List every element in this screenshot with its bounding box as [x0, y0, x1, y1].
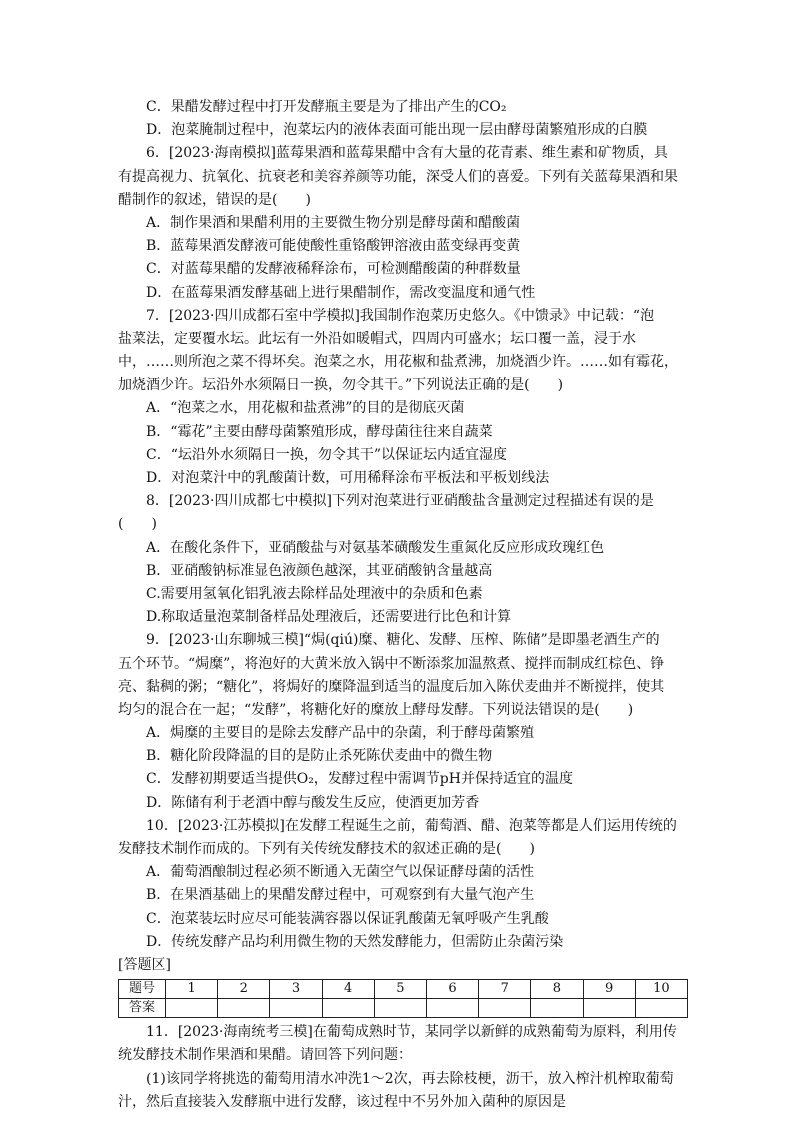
text-line-q10a: 10．[2023·江苏模拟]在发酵工程诞生之前，葡萄酒、醋、泡菜等都是人们运用传统的: [146, 817, 677, 834]
question-number-cell: 3: [270, 980, 322, 999]
text-line-q9d: 均匀的混合在一起；“发酵”，将糖化好的糜放上酵母发酵。下列说法错误的是( ): [118, 701, 634, 718]
text-line-q9b: 五个环节。“焗糜”，将泡好的大黄米放入锅中不断添浆加温熬煮、搅拌而制成红棕色、铮: [118, 655, 665, 672]
answer-table-number-label: 题号: [119, 980, 166, 999]
answer-cell[interactable]: [270, 999, 322, 1018]
document-content: [118, 96, 688, 1114]
text-line-q7B: B．“霉花”主要由酵母菌繁殖形成，酵母菌往往来自蔬菜: [146, 423, 493, 440]
question-number-cell: 10: [635, 980, 687, 999]
question-number-cell: 6: [426, 980, 478, 999]
text-line-q8b: ( ): [118, 516, 157, 533]
text-line-q8A: A．在酸化条件下，亚硝酸盐与对氨基苯磺酸发生重氮化反应形成玫瑰红色: [146, 539, 605, 556]
text-line-q9C: C．发酵初期要适当提供O₂，发酵过程中需调节pH并保持适宜的温度: [146, 771, 573, 788]
text-line-q6C: C．对蓝莓果醋的发酵液稀释涂布，可检测醋酸菌的种群数量: [146, 261, 521, 278]
text-line-q7C: C．“坛沿外水须隔日一换，勿令其干”以保证坛内适宜湿度: [146, 446, 508, 463]
answer-cell[interactable]: [218, 999, 270, 1018]
text-line-q8a: 8．[2023·四川成都七中模拟]下列对泡菜进行亚硝酸盐含量测定过程描述有误的是: [146, 493, 654, 510]
text-line-q10A: A．葡萄酒酿制过程必须不断通入无菌空气以保证酵母菌的活性: [146, 864, 535, 881]
text-line-q6D: D．在蓝莓果酒发酵基础上进行果醋制作，需改变温度和通气性: [146, 284, 536, 301]
answer-table-number-row: [119, 980, 688, 999]
text-line-q6B: B．蓝莓果酒发酵液可能使酸性重铬酸钾溶液由蓝变绿再变黄: [146, 238, 521, 255]
answer-cell[interactable]: [322, 999, 374, 1018]
text-line-q10D: D．传统发酵产品均利用微生物的天然发酵能力，但需防止杂菌污染: [146, 933, 564, 950]
text-line-q8B: B．亚硝酸钠标准显色液颜色越深，其亚硝酸钠含量越高: [146, 562, 493, 579]
answer-cell[interactable]: [479, 999, 531, 1018]
text-line-q9B: B．糖化阶段降温的目的是防止杀死陈伏麦曲中的微生物: [146, 748, 493, 765]
text-line-q11a: 11．[2023·海南统考三模]在葡萄成熟时节，某同学以新鲜的成熟葡萄为原料，利用传: [146, 1024, 677, 1041]
text-line-q7A: A．“泡菜之水，用花椒和盐煮沸”的目的是彻底灭菌: [146, 400, 465, 417]
text-line-q7d: 加烧酒少许。坛沿外水须隔日一换，勿令其干。”下列说法正确的是( ): [118, 377, 564, 394]
question-number-cell: 7: [479, 980, 531, 999]
answer-table: [118, 979, 688, 1018]
answer-cell[interactable]: [531, 999, 583, 1018]
text-line-q9A: A．焗糜的主要目的是除去发酵产品中的杂菌，利于酵母菌繁殖: [146, 725, 535, 742]
text-line-q11b: 统发酵技术制作果酒和果醋。请回答下列问题：: [118, 1047, 412, 1064]
text-line-q8D: D.称取适量泡菜制备样品处理液后，还需要进行比色和计算: [146, 609, 512, 626]
text-line-q7D: D．对泡菜汁中的乳酸菌计数，可用稀释涂布平板法和平板划线法: [146, 470, 550, 486]
question-number-cell: 5: [374, 980, 426, 999]
answer-cell[interactable]: [374, 999, 426, 1018]
answer-cell[interactable]: [583, 999, 635, 1018]
text-line-q10C: C．泡菜装坛时应尽可能装满容器以保证乳酸菌无氧呼吸产生乳酸: [146, 910, 549, 927]
question-number-cell: 9: [583, 980, 635, 999]
answer-table-answer-row: [119, 999, 688, 1018]
text-line-q6b: 有提高视力、抗氧化、抗衰老和美容养颜等功能，深受人们的喜爱。下列有关蓝莓果酒和果: [118, 168, 678, 185]
question-number-cell: 2: [218, 980, 270, 999]
answer-cell[interactable]: [635, 999, 687, 1018]
text-line-q6a: 6．[2023·海南模拟]蓝莓果酒和蓝莓果醋中含有大量的花青素、维生素和矿物质，具: [146, 145, 668, 162]
answer-table-answer-label: 答案: [119, 999, 166, 1018]
answer-cell[interactable]: [166, 999, 218, 1018]
text-line-q7c: 中，……则所泡之菜不得坏矣。泡菜之水，用花椒和盐煮沸，加烧酒少许。……如有霉花，: [118, 354, 678, 371]
answer-cell[interactable]: [426, 999, 478, 1018]
text-line-q7a: 7．[2023·四川成都石室中学模拟]我国制作泡菜历史悠久。《中馈录》中记载：“泡: [146, 307, 655, 324]
text-line-ansarea: [答题区]: [118, 956, 171, 973]
text-line-q9c: 亮、黏稠的粥；“糖化”，将焗好的糜降温到适当的温度后加入陈伏麦曲并不断搅拌，使其: [118, 678, 665, 695]
text-line-q5d: D．泡菜腌制过程中，泡菜坛内的液体表面可能出现一层由酵母菌繁殖形成的白膜: [146, 122, 648, 139]
question-block-before-table: [118, 96, 688, 977]
question-number-cell: 1: [166, 980, 218, 999]
text-line-q6c: 醋制作的叙述，错误的是( ): [118, 191, 311, 208]
text-line-q8C: C.需要用氢氧化铝乳液去除样品处理液中的杂质和色素: [146, 585, 483, 602]
text-line-q5c: C．果醋发酵过程中打开发酵瓶主要是为了排出产生的CO₂: [146, 99, 507, 115]
question-number-cell: 8: [531, 980, 583, 999]
question-block-after-table: [118, 1021, 688, 1114]
text-line-q9a: 9．[2023·山东聊城三模]“焗(qiú)糜、糖化、发酵、压榨、陈储”是即墨老酒生产的: [146, 632, 660, 649]
question-number-cell: 4: [322, 980, 374, 999]
text-line-q10B: B．在果酒基础上的果醋发酵过程中，可观察到有大量气泡产生: [146, 887, 535, 904]
text-line-q11c: (1)该同学将挑选的葡萄用清水冲洗1～2次，再去除枝梗，沥干，放入榨汁机榨取葡萄: [146, 1070, 674, 1087]
text-line-q10b: 发酵技术制作而成的。下列有关传统发酵技术的叙述正确的是( ): [118, 841, 535, 857]
text-line-q11d: 汁，然后直接装入发酵瓶中进行发酵，该过程中不另外加入菌种的原因是: [118, 1093, 566, 1110]
text-line-q9D: D．陈储有利于老酒中醇与酸发生反应，使酒更加芳香: [146, 794, 480, 811]
answer-table-wrap: [118, 979, 688, 1018]
text-line-q7b: 盐菜法，定要覆水坛。此坛有一外沿如暖帽式，四周内可盛水；坛口覆一盖，浸于水: [118, 330, 636, 347]
text-line-q6A: A．制作果酒和果醋利用的主要微生物分别是酵母菌和醋酸菌: [146, 214, 521, 231]
